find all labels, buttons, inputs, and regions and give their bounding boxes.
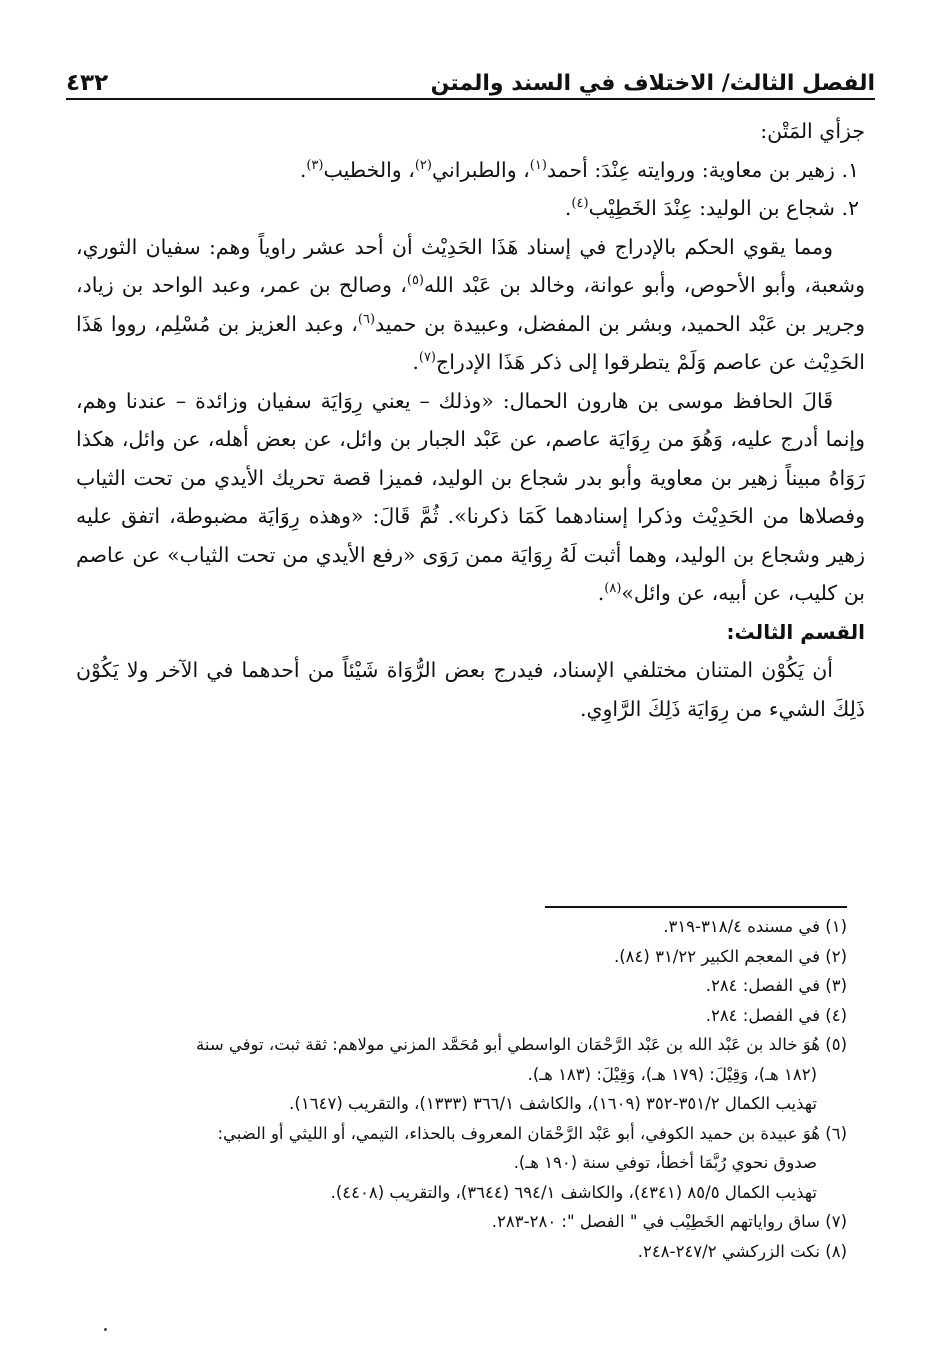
item-text: . bbox=[564, 196, 572, 220]
footnote-ref: (٢) bbox=[414, 157, 432, 173]
footnote: (٥) هُوَ خالد بن عَبْد الله بن عَبْد الرَّحْمَان الواسطي أبو مُحَمَّد المزني مولاهم: ثقة ثبت، توفي سنة bbox=[196, 1035, 847, 1054]
page-number: ٤٣٢ bbox=[66, 70, 109, 96]
footnote-rule bbox=[545, 906, 847, 908]
footnote-ref: (١) bbox=[529, 157, 547, 173]
item-text: ١. زهير بن معاوية: وروايته عِنْدَ: أحمد bbox=[546, 157, 859, 182]
paragraph-text: ومما يقوي الحكم بالإدراج في إسناد هَذَا الحَدِيْث أن أحد عشر راوياً وهم: سفيان الثوري، وشعبة، وأبو الأحوص، وأبو عوانة، وخالد بن عَبْد الله bbox=[76, 234, 866, 297]
footnotes bbox=[76, 912, 847, 1266]
paragraph: أن يَكُوْن المتنان مختلفي الإسناد، فيدرج بعض الرُّوَاة شَيْئاً من أحدهما في الآخر ولا يَكُوْن ذَلِكَ الشيء من رِوَايَة ذَلِكَ الرَّاوِي. bbox=[76, 658, 865, 721]
footnote: (٤) في الفصل: ٢٨٤. bbox=[705, 1005, 847, 1025]
running-title: الفصل الثالث/ الاختلاف في السند والمتن bbox=[430, 71, 875, 96]
section-heading: القسم الثالث: bbox=[726, 619, 865, 644]
main-text bbox=[76, 112, 865, 728]
paragraph-text: ، وعبد العزيز بن مُسْلِم، رووا هَذَا الحَدِيْث عن عاصم وَلَمْ يتطرقوا إلى ذكر هَذَا الإدراج bbox=[76, 311, 865, 374]
footnote-ref: (٦) bbox=[357, 311, 376, 327]
footnote-ref: (٨) bbox=[604, 581, 622, 597]
footnote: (٧) ساق رواياتهم الخَطِيْب في " الفصل ": ٢٨٠-٢٨٣. bbox=[491, 1212, 847, 1231]
footnote: (٦) هُوَ عبيدة بن حميد الكوفي، أبو عَبْد الرَّحْمَان المعروف بالحذاء، التيمي، أو الليثي أو الضبي: bbox=[217, 1123, 847, 1143]
item-text: ٢. شجاع بن الوليد: عِنْدَ الخَطِيْب bbox=[588, 196, 859, 220]
footnote: (١) في مسنده ٣١٨/٤-٣١٩. bbox=[663, 917, 847, 936]
footnote-ref: (٣) bbox=[306, 157, 324, 173]
list-item bbox=[76, 151, 865, 190]
page-header bbox=[66, 56, 875, 96]
footnote: (٢) في المعجم الكبير ٣١/٢٢ (٨٤). bbox=[613, 946, 847, 966]
footnote: (٨) نكت الزركشي ٢٤٧/٢-٢٤٨. bbox=[637, 1241, 847, 1261]
paragraph-text: . bbox=[412, 350, 419, 374]
footnote-continuation: (١٨٢ هـ)، وَقِيْلَ: (١٧٩ هـ)، وَقِيْلَ: (١٨٣ هـ). bbox=[527, 1064, 817, 1084]
footnote-continuation: تهذيب الكمال ٣٥١/٢-٣٥٢ (١٦٠٩)، والكاشف ٣٦٦/١ (١٣٣٣)، والتقريب (١٦٤٧). bbox=[289, 1094, 817, 1113]
page-mark bbox=[104, 1328, 107, 1331]
footnote-continuation: تهذيب الكمال ٨٥/٥ (٤٣٤١)، والكاشف ٦٩٤/١ (٣٦٤٤)، والتقريب (٤٤٠٨). bbox=[330, 1182, 817, 1202]
paragraph-text: . bbox=[597, 581, 605, 605]
footnote: (٣) في الفصل: ٢٨٤. bbox=[705, 976, 847, 995]
paragraph-intro: جزأي المَتْن: bbox=[760, 119, 865, 143]
item-text: ، والطبراني bbox=[431, 157, 530, 182]
footnote-ref: (٥) bbox=[406, 273, 424, 289]
list-item bbox=[76, 189, 865, 228]
footnote-ref: (٧) bbox=[418, 350, 436, 366]
paragraph bbox=[76, 228, 865, 382]
footnote-continuation: صدوق نحوي رُبَّمَا أخطأ، توفي سنة (١٩٠ هـ). bbox=[513, 1153, 817, 1172]
item-text: ، والخطيب bbox=[323, 157, 415, 182]
header-rule bbox=[66, 98, 875, 100]
item-text: . bbox=[299, 157, 307, 182]
paragraph-text: ، وصالح بن عمر، وعبد الواحد بن زياد، وجرير بن عَبْد الحميد، وبشر بن المفضل، وعبيدة بن حميد bbox=[76, 273, 865, 336]
paragraph bbox=[76, 382, 865, 613]
footnote-ref: (٤) bbox=[571, 196, 589, 212]
paragraph-text: قَالَ الحافظ موسى بن هارون الحمال: «وذلك – يعني رِوَايَة سفيان وزائدة – عندنا وهم، وإنما أدرج عليه، وَهُوَ من رِوَايَة عاصم، عن عَبْد الجبار بن وائل، عن بعض أهله، عن وائل، هكذا رَوَاهُ مبيناً زهير بن معاوية وأبو بدر شجاع بن الوليد، فميزا قصة تحريك الأيدي من تحت الثياب وفصلاها من الحَدِيْث وذكرا إسنادهما كَمَا ذكرنا». ثُمَّ قَالَ: «وهذه رِوَايَة مضبوطة، اتفق عليه زهير وشجاع بن الوليد، وهما أثبت لَهُ رِوَايَة ممن رَوَى «رفع الأيدي من تحت الثياب» عن عاصم بن كليب، عن أبيه، عن وائل» bbox=[76, 388, 865, 605]
